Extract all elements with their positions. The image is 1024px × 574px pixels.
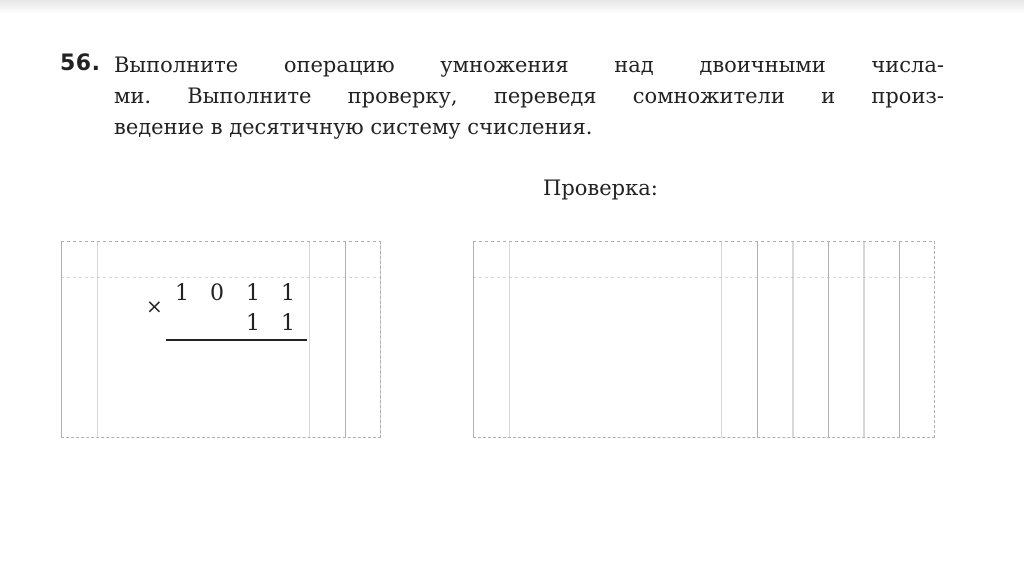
top-shadow	[0, 0, 1024, 14]
check-label: Проверка:	[543, 176, 658, 200]
task-statement	[114, 50, 944, 143]
multiplicand-digit: 1	[175, 281, 189, 306]
multiplicand-digit: 0	[210, 281, 224, 306]
task-line-2: ми. Выполните проверку, переведя сомножители и произ-	[114, 84, 944, 108]
multiplier-digit: 1	[281, 311, 295, 336]
task-line-1: Выполните операцию умножения над двоичными числа-	[114, 53, 944, 77]
result-underline	[166, 339, 307, 341]
multiplicand-digit: 1	[281, 281, 295, 306]
check-grid	[473, 241, 935, 438]
multiplication-sign: ×	[146, 294, 163, 318]
multiplicand-digit: 1	[246, 281, 260, 306]
multiplier-digit: 1	[246, 311, 260, 336]
task-line-3: ведение в десятичную систему счисления.	[114, 115, 593, 139]
task-number: 56.	[60, 51, 101, 76]
